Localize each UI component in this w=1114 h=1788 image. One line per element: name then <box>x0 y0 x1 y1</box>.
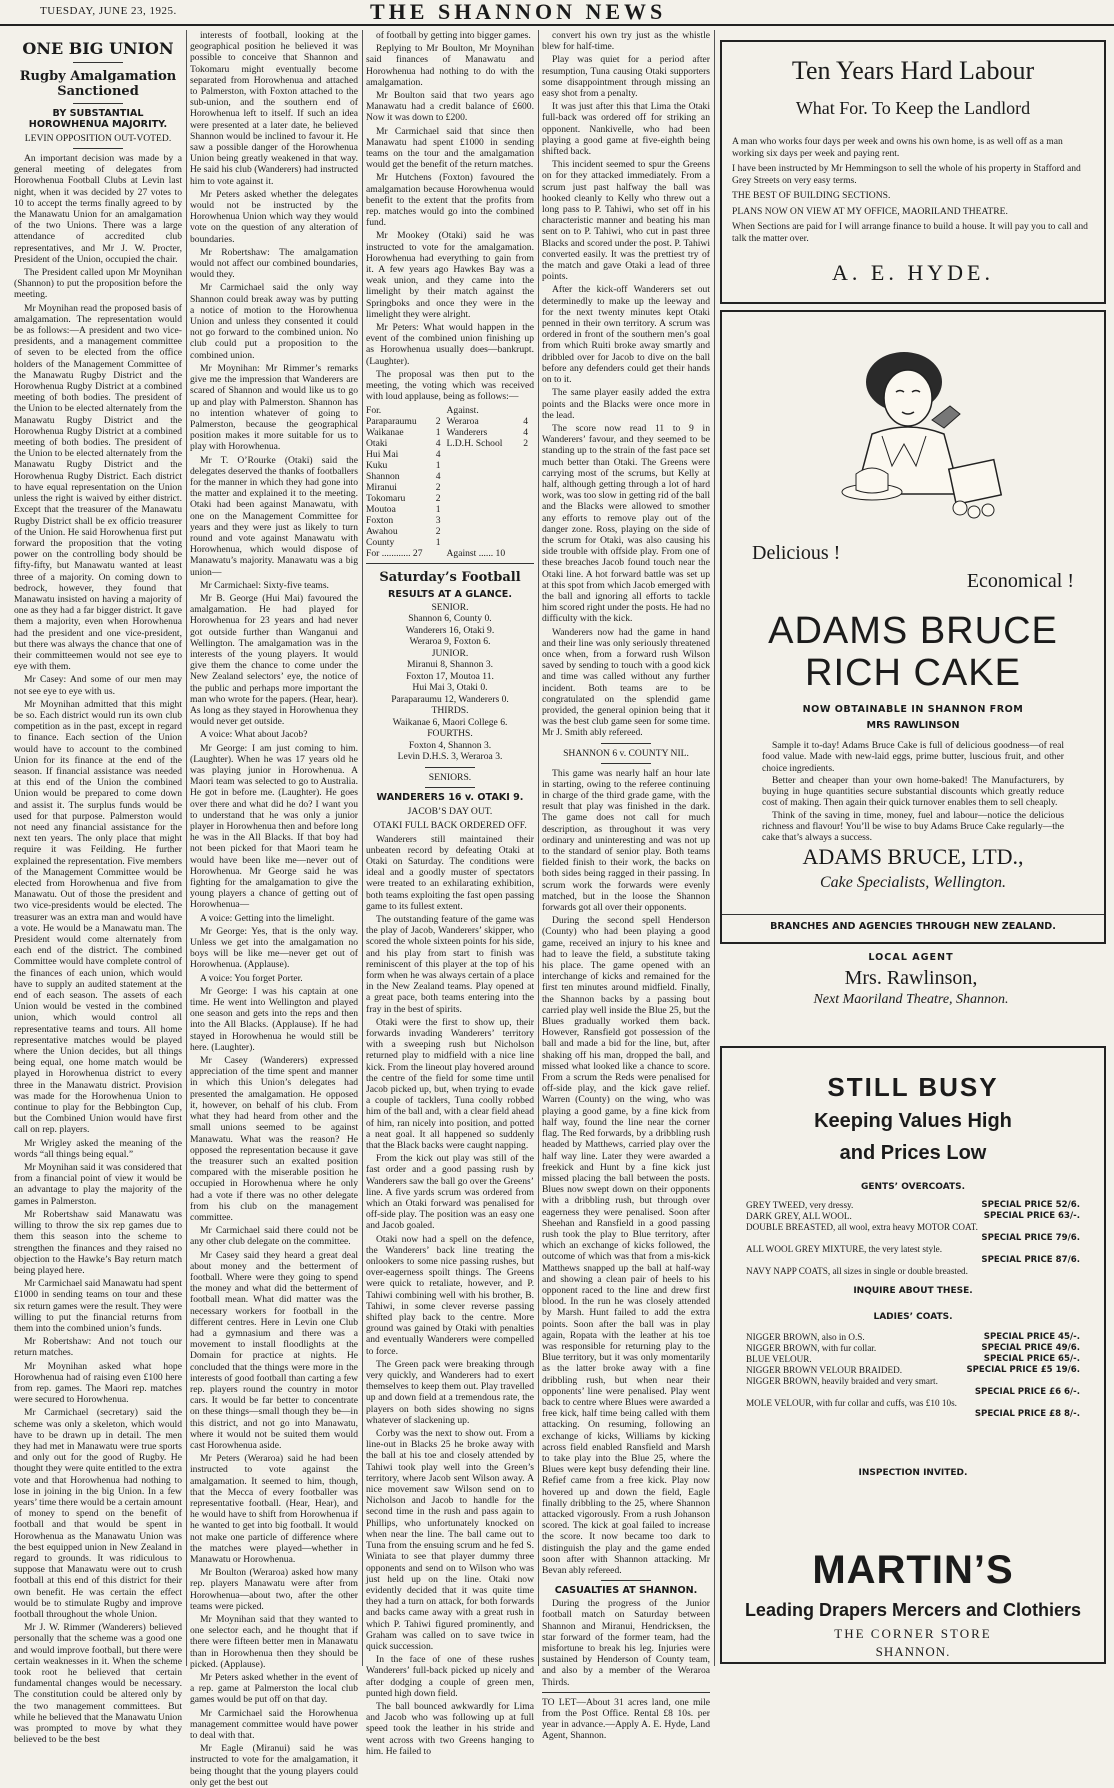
local-agent-place: Next Maoriland Theatre, Shannon. <box>813 992 1009 1007</box>
paragraph: Mr George: I am just coming to him. (Laughter). When he was 17 years old he was playing junior in Horowhenua. A Maori team was selected to go to Australia. He got in before me. (Laughter). He goes over there and what did he do? I want you to understand that he was only a junior player in Horowhenua then and before long he was in the All Blacks. If that boy had not been picked for that Maori team he would have been like me—never out of Horowhenua. Mr George said he was fighting for the amalgamation to give the young players a chance of getting out of Horowhenua— <box>190 742 358 911</box>
paragraph: After the kick-off Wanderers set out determinedly to make up the leeway and for the next twenty minutes kept Otaki penned in their own territory. A scrum was ordered in front of the southern men’s goal from which Ruiti broke away smartly and dribbled over for Jacob to dive on the ball before any defenders could get their hands on to it. <box>542 284 710 386</box>
woman-with-cake-illustration <box>812 324 1012 524</box>
ad-corner-store: THE CORNER STORE <box>834 1626 992 1641</box>
price-item <box>746 1200 1080 1211</box>
ad-hyde-name: A. E. HYDE. <box>832 260 994 285</box>
item-desc: NIGGER BROWN, heavily braided and very smart. <box>746 1376 938 1386</box>
paragraph: Mr Peters asked whether in the event of a rep. game at Palmerston the local club games would be put off on that day. <box>190 1672 358 1706</box>
ad-delicious: Delicious ! <box>752 542 841 564</box>
paragraph: Mr J. W. Rimmer (Wanderers) believed personally that the scheme was a good one and would improve football, but there were certain weaknesses in it. When the scheme took root he believed that certain fundamental changes would be necessary. The constitution could be altered only by the two management committees. But while he believed that the Manawatu Union was prompted to move by what they believed to be the best <box>14 1622 182 1746</box>
vote-row <box>366 493 534 504</box>
price-item <box>746 1255 1080 1266</box>
price-item <box>746 1354 1080 1365</box>
vote-club: Tokomaru <box>366 492 406 504</box>
advertisements-column <box>720 30 1102 1666</box>
results-line: Levin D.H.S. 3, Weraroa 3. <box>397 751 503 762</box>
vote-row <box>366 438 534 449</box>
subhead-results: RESULTS AT A GLANCE. <box>388 588 512 600</box>
item-price: SPECIAL PRICE 79/6. <box>981 1233 1080 1243</box>
paragraph: Wanderers now had the game in hand and their line was only seriously threatened once when, from a forward rush Wilson saved by sending to touch with a good kick and time was called without any further incident. Both teams are to be congratulated on the splendid game provided, the general opinion being that it was the best club game seen for some time. Mr J. Smith ably refereed. <box>542 626 710 739</box>
paragraph: Mr Carmichael said the Horowhenua management committee would have power to deal with that. <box>190 1707 358 1742</box>
paragraph: Think of the saving in time, money, fuel and labour—notice the delicious richness and flavour! You’ll be wise to buy Adams Bruce Cake regularly—the cake that’s always a success. <box>762 809 1064 844</box>
ad-line: A man who works four days per week and owns his own home, is as well off as a man working six days per week and paying rent. <box>732 136 1063 159</box>
vote-count: 4 <box>435 448 441 460</box>
vote-club: Paraparaumu <box>366 415 417 427</box>
paragraph: Mr Carmichael (secretary) said the scheme was only a skeleton, which would have to be drawn up in detail. The men they had met in Manawatu were true sports and only out for the good of Rugby. He thought they were quite entitled to the extra vote and that Horowhenua had nothing to lose in joining in the big Union. In a few years’ time there would be a certain amount of money to spend on the benefit of football and that would be spent in Horowhenua as the Manawatu Union was the best equipped union in New Zealand in regard to grounds. It was ridiculous to suppose that Manawatu were out to crush football at this end of this district for their own benefit. He was certain the effect would be to stimulate Rugby and improve football throughout the whole Union. <box>14 1407 182 1620</box>
vote-total-against: Against ...... 10 <box>446 547 506 559</box>
results-line: Shannon 6, County 0. <box>408 613 492 624</box>
vote-club: Kuku <box>366 459 388 471</box>
item-price: SPECIAL PRICE £8 8/-. <box>974 1409 1080 1419</box>
ad-economical: Economical ! <box>966 570 1074 592</box>
divider <box>601 743 651 744</box>
ad-cake-branches: BRANCHES AND AGENCIES THROUGH NEW ZEALAND. <box>722 914 1104 932</box>
paragraph: The same player easily added the extra points and the Blacks were once more in the lead. <box>542 387 710 421</box>
vote-count: 1 <box>435 459 441 471</box>
price-item <box>746 1332 1080 1343</box>
ad-line: PLANS NOW ON VIEW AT MY OFFICE, MAORILAND THEATRE. <box>732 205 1008 217</box>
item-desc: BLUE VELOUR. <box>746 1354 812 1364</box>
vote-club: Miranui <box>366 481 397 493</box>
divider <box>73 62 123 63</box>
paragraph: Mr Boulton (Weraroa) asked how many rep. players Manawatu were after from Horowhenua—about two, after the other teams were picked. <box>190 1567 358 1612</box>
vote-club: L.D.H. School <box>446 437 503 449</box>
item-desc: DARK GREY, ALL WOOL. <box>746 1211 852 1221</box>
subhead-seniors: SENIORS. <box>428 771 472 783</box>
ad-local-agent <box>720 952 1102 1008</box>
paragraph: Mr T. O’Rourke (Otaki) said the delegates deserved the thanks of footballers for the manner in which they had gone into the matter and explained it to the meeting. Otaki had been against Manawatu, with one on the Management Committee for years and they were just as likely to turn round and vote against Manawatu with Horowhenua, which would dispose of Manawatu’s majority. Manawatu was a big union— <box>190 454 358 578</box>
paragraph: Mr George: I was his captain at one time. He went into Wellington and played one season and gets into the reps and then into the All Blacks. (Applause). If he had stayed in Horowhenua he would still be here. (Laughter). <box>190 985 358 1053</box>
vote-club: Awahou <box>366 525 398 537</box>
column-1 <box>14 30 182 1746</box>
results-line: Weraroa 9, Foxton 6. <box>409 636 491 647</box>
results-line: Hui Mai 3, Otaki 0. <box>412 682 488 693</box>
price-item <box>746 1409 1080 1420</box>
price-item <box>746 1376 1080 1387</box>
vote-count: 1 <box>435 503 441 515</box>
article-body <box>14 153 182 1745</box>
results-grade: THIRDS. <box>431 705 469 716</box>
item-price: SPECIAL PRICE £5 19/6. <box>966 1365 1080 1375</box>
vote-club: Wanderers <box>446 426 488 438</box>
vote-count: 1 <box>435 426 441 438</box>
subhead-otaki-fullback: OTAKI FULL BACK ORDERED OFF. <box>373 819 527 831</box>
price-item <box>746 1387 1080 1398</box>
results-line: Foxton 17, Moutoa 11. <box>406 670 494 682</box>
vote-row <box>366 427 534 438</box>
paragraph: A voice: What about Jacob? <box>200 729 308 741</box>
paragraph: This incident seemed to spur the Greens on for they attacked immediately. From a scrum just past halfway the ball was hooked cleanly to Kelly who threw out a long pass to P. Tahiwi, who set off in his characteristic manner and beating his man sent on to P. Tahiwi, who cut in past three Blacks and scored under the post. P. Tahiwi converted easily. It was the prettiest try of the match and gave Otaki a lead of three points. <box>542 159 710 283</box>
item-price: SPECIAL PRICE 52/6. <box>981 1200 1080 1210</box>
ad-ladies-list <box>746 1332 1080 1420</box>
item-price: SPECIAL PRICE 45/-. <box>983 1332 1080 1342</box>
ad-prices-low: and Prices Low <box>839 1142 987 1164</box>
issue-date: TUESDAY, JUNE 23, 1925. <box>40 5 177 17</box>
vote-row <box>366 504 534 515</box>
paragraph: The proposal was then put to the meeting, the voting which was received with loud applause, being as follows:— <box>366 368 534 403</box>
paragraph: The score now read 11 to 9 in Wanderers’ favour, and they seemed to be standing up to the strain of the fast pace set much better than Otaki. The Greens were carrying most of the scrums, but Kelly at half, although getting through a lot of hard work, was too slow in getting rid of the ball and the Blacks were allowed to smother any efforts to remove play out of the danger zone. Ross, playing on the side of the scrum for Otaki, was also causing his side trouble with offside play. From one of these breaches Jacob found touch near the Otaki line. A hot forward battle was set up at this spot from which Jacob emerged with the ball and ignoring all efforts to tackle him scored right under the posts. He had no difficulty with the kick. <box>542 422 710 625</box>
results-line: Paraparaumu 12, Wanderers 0. <box>391 693 509 705</box>
subhead-casualties: CASUALTIES AT SHANNON. <box>554 1585 698 1597</box>
ad-still-busy: STILL BUSY <box>827 1072 999 1102</box>
vote-count: 2 <box>435 415 441 427</box>
ad-cake-brand <box>722 610 1104 694</box>
paragraph: Sample it to-day! Adams Bruce Cake is full of delicious goodness—of real food value. Made with new-laid eggs, prime butter, luscious fruit, and other choice ingredients. <box>762 740 1064 774</box>
price-item <box>746 1365 1080 1376</box>
paragraph: Mr Peters asked whether the delegates would not be instructed by the Horowhenua Union which way they would vote on the question of any alteration of boundaries. <box>190 188 358 245</box>
price-item <box>746 1222 1080 1233</box>
column-rule <box>186 30 187 1666</box>
divider <box>73 103 123 104</box>
ad-martins-tagline: Leading Drapers Mercers and Clothiers <box>744 1600 1082 1620</box>
vote-count: 2 <box>523 437 528 449</box>
subhead-wanderers-otaki: WANDERERS 16 v. OTAKI 9. <box>376 791 524 803</box>
paragraph: During the progress of the Junior football match on Saturday between Shannon and Miranui, Hendricksen, the star forward of the former team, had the misfortune to break his leg. Injuries were sustained by Henderson of County team, and also by a member of the Weraroa Thirds. <box>542 1598 710 1688</box>
paragraph: Better and cheaper than your own home-baked! The Manufacturers, by buying in huge quantities secure substantial discounts which greatly reduce cost of making. Then again their quick turnover enables them to sell cheaply. <box>762 774 1064 809</box>
ad-inquire: INQUIRE ABOUT THESE. <box>853 1286 973 1296</box>
paragraph: Mr Robertshaw: And not touch our return matches. <box>14 1336 182 1359</box>
ad-hyde-text <box>732 136 1094 248</box>
subhead-shannon-county: SHANNON 6 v. COUNTY NIL. <box>563 747 689 759</box>
vote-club: Waikanae <box>366 426 404 438</box>
item-price: SPECIAL PRICE £6 6/-. <box>974 1387 1080 1397</box>
item-desc: NAVY NAPP COATS, all sizes in single or double breasted. <box>746 1266 968 1276</box>
column-rule <box>362 30 363 1666</box>
ad-gents-list <box>746 1200 1080 1277</box>
price-item <box>746 1233 1080 1244</box>
results-line: Waikanae 6, Maori College 6. <box>392 716 508 728</box>
paragraph: Otaki now had a spell on the defence, the Wanderers’ back line treating the onlookers to some nice passing rushes, but over-eagerness spoilt things. The Greens were quick to retaliate, however, and P. Tahiwi combining well with his brother, B. Tahiwi, in some clever reverse passing shifted play back to the centre. More ground was gained by Otaki with penalties and eventually Wanderers were compelled to force. <box>366 1233 534 1357</box>
paragraph: The President called upon Mr Moynihan (Shannon) to put the proposition before the meeting. <box>14 267 182 301</box>
paragraph: TO LET—About 31 acres land, one mile from the Post Office. Rental £8 10s. per year in advance.—Apply A. E. Hyde, Land Agent, Shannon. <box>542 1696 710 1742</box>
paragraph: A voice: Getting into the limelight. <box>200 912 335 924</box>
vote-total-row <box>366 548 534 559</box>
vote-header-row <box>366 405 534 416</box>
ad-cake-body <box>762 740 1064 845</box>
item-desc: NIGGER BROWN VELOUR BRAIDED. <box>746 1365 903 1375</box>
vote-club: Shannon <box>366 470 400 482</box>
paragraph: Mr B. George (Hui Mai) favoured the amalgamation. He had played for Horowhenua for 23 years and had never got outside further than Wanganui and Wellington. The amalgamation was in the interests of the young players. It would give them the chance to come under the New Zealand selectors’ eye, the notice of the public and perhaps more important the man who wrote for the papers. (Hear, hear). As long as they stayed in Horowhenua they would never get outside. <box>190 592 358 728</box>
divider <box>425 787 475 788</box>
ad-cake-brand-line2: RICH CAKE <box>805 652 1021 694</box>
paragraph: Mr Carmichael said there could not be any other club delegate on the committee. <box>190 1225 358 1248</box>
paragraph: Mr Eagle (Miranui) said he was instructed to vote for the amalgamation, it being thought that the young players could only get the best out <box>190 1743 358 1788</box>
vote-count: 4 <box>435 470 441 482</box>
ad-shannon: SHANNON. <box>875 1644 951 1659</box>
price-item <box>746 1398 1080 1409</box>
vote-total-for: For ............ 27 <box>366 547 423 559</box>
item-price: SPECIAL PRICE 49/6. <box>981 1343 1080 1353</box>
results-line: Miranui 8, Shannon 3. <box>406 659 494 670</box>
paragraph: of football by getting into bigger games. <box>376 30 531 41</box>
paragraph: The outstanding feature of the game was the play of Jacob, Wanderers’ skipper, who scored the whole sixteen points for his side, and his play from start to finish was reminiscent of this player at the top of his form when he was always certain of a place in the New Zealand teams. Play opened at a great pace, both teams entering into the fray in the best of spirits. <box>366 913 534 1015</box>
ad-ladies-heading: LADIES’ COATS. <box>873 1312 953 1322</box>
paragraph: The Green pack were breaking through very quickly, and Wanderers had to exert themselves to keep them out. Play travelled up and down field at a tremendous rate, the players on both sides showing no signs whatever of slackening up. <box>366 1358 534 1426</box>
divider <box>366 563 534 564</box>
item-price: SPECIAL PRICE 87/6. <box>981 1255 1080 1265</box>
vote-count: 2 <box>435 525 441 537</box>
vote-row <box>366 460 534 471</box>
paragraph: convert his own try just as the whistle blew for half-time. <box>542 30 710 53</box>
paragraph: The ball bounced awkwardly for Lima and Jacob who was following up at full speed took the leather in his stride and went across with two Greens hanging to him. He failed to <box>366 1700 534 1757</box>
subhead-jacobs-day: JACOB’S DAY OUT. <box>407 805 493 817</box>
vote-club: Foxton <box>366 514 394 526</box>
ad-inspection: INSPECTION INVITED. <box>858 1468 968 1478</box>
vote-club: County <box>366 536 395 548</box>
item-desc: MOLE VELOUR, with fur collar and cuffs, was £10 10s. <box>746 1398 957 1408</box>
paragraph: A voice: You forget Porter. <box>200 972 303 984</box>
column-2 <box>190 30 358 1788</box>
ad-hyde-subtitle: What For. To Keep the Landlord <box>795 98 1031 118</box>
paragraph: Mr Moynihan admitted that this might be so. Each district would run its own club competition as in the past, except in regard to finance. Each section of the Union would have to account to the combined Union for its finance at the end of the season. If financial assistance was needed at this end of the Union the combined Union would be prepared to come down and assist it. The surplus funds would be used for that purpose. Palmerston would not need any financial assistance for the next ten years. The only place that might require it was Feilding. He further explained the representation. Five members of the Management Committee would be elected from Horowhenua and five from Manawatu. Out of those the president and two vice-presidents would be elected. The treasurer was an extra man and would have a vote. He would be a Manawatu man. The President would come alternately from each end of the district. The combined Committee would have complete control of the finances of each union, which would have to supply an audited statement at the end of each season. The assets of each Union would be vested in the combined union, which would control all representative teams and tours. All home representative matches would be played where the Union decides, but all things being equal, one home match would be played in Horowhenua district to every three in the Manawatu district. Provision was made for the Horowhenua Union to continue to play for the Bebbington Cup, but the Combined Union would have first call on rep. players. <box>14 698 182 1136</box>
item-desc: NIGGER BROWN, with fur collar. <box>746 1343 877 1353</box>
results-line: Foxton 4, Shannon 3. <box>408 739 492 751</box>
item-price: SPECIAL PRICE 65/-. <box>983 1354 1080 1364</box>
paragraph: Mr Casey: And some of our men may not see eye to eye with us. <box>14 674 182 697</box>
ad-line: When Sections are paid for I will arrange finance to build a house. It will pay you to call and talk the matter over. <box>732 221 1088 244</box>
paragraph: Mr Carmichael said that since then Manawatu had spent £1000 in sending teams on the tour and the amalgamation would get the benefit of the return matches. <box>366 125 534 171</box>
vote-against-header: Against. <box>446 404 479 416</box>
paragraph: During the second spell Henderson (County) who had been playing a good game, received an injury to his knee and had to leave the field, a substitute taking his place. The game opened with an interchange of kicks and remained for the first ten minutes around midfield. Finally, the Shannon backs by a passing bout carried play well inside the Blue 25, but the Blues gradually worked them back. However, Ransfield got possession of the ball and made a bid for the line, but, after shaking off his man, dropped the ball, and missed what looked like a chance to score. From a scrum the Reds were penalised for off-side play, and the kick gave relief. Warren (County) on the wing, who was playing a good game, by a fine kick from half way, found the line near the corner flag. The Red forwards, by a dribbling rush headed by Matthews, carried play over the half way line. Later they were awarded a freekick and Hunt by a fine kick just missed placing the ball between the posts. Blues now swept down on their opponents with a dribbling rush, but through over eagerness they were penalised. Soon after Sheehan and Ransfield in a good passing rush took the play to Blue territory, after which an exchange of kicks followed, the outcome of which was that from a mis-kick Matthews snapped up the ball at half-way and showing a clean pair of heels to his opponent raced to the line and drew first blood. In the run he was closely attended by Marsh. Hunt failed to add the extra points. Soon after the ball was in play again, Ropata with the leather at his toe was responsible for returning play to the Blue territory, but it was only momentarily as the latter broke away with a fine dribbling rush, but when near their opponents’ line were penalised. Play went back to centre where Blues were awarded a free kick, half time being called with them attacking. On resuming, following an exchange of kicks, Williams by kicking across field enabled Ransfield and Marsh to take play into the Blue 25, where the Blues were kept busy defending their line. Refief came from a free kick. Play now hovered up and down the field, Eagle finally dribbling to the 25, where Shannon attacked vigorously. From a rush Johanson scored. The kick at goal failed to increase the score. It now became too dark to distinguish the play and the game ended soon after with Shannon attacking. Mr Bevan ably refereed. <box>542 915 710 1577</box>
masthead <box>0 0 1114 26</box>
column-rule <box>538 30 539 1666</box>
paragraph: Mr Boulton said that two years ago Manawatu had a credit balance of £600. Now it was down to £200. <box>366 90 534 124</box>
paragraph: Corby was the next to show out. From a line-out in Blacks 25 he broke away with the ball at his toe and closely attended by Tahiwi took play well into the Green’s territory, where Jacob sent Wilson away. A nice movement saw Wilson send on to Nicholson and Jacob to handle for the second time in the rush and pass again to Phillips, who unfortunately knocked on when near the line. The ball came out to Tuna from the ensuing scrum and he fed S. Winiata to see that player dummy three opponents and send on to Wilson who was just held up on the line. Otaki now evidently decided that it was quite time they had a turn on attack, for both forwards and backs came away with a great rush in which P. Tahiwi figured prominently, and Graham was called on to save twice in quick succession. <box>366 1428 534 1652</box>
vote-count: 1 <box>435 536 441 548</box>
results-grade: FOURTHS. <box>427 728 473 739</box>
headline-saturdays-football: Saturday’s Football <box>379 569 521 585</box>
divider <box>425 767 475 768</box>
paragraph: Mr Robertshaw: The amalgamation would not affect our combined boundaries, would they. <box>190 246 358 281</box>
divider <box>601 1580 651 1581</box>
ad-line: I have been instructed by Mr Hemmingson to sell the whole of his property in Stafford and Grey Streets on very easy terms. <box>732 163 1081 186</box>
item-desc: GREY TWEED, very dressy. <box>746 1200 854 1210</box>
vote-club: Moutoa <box>366 503 396 515</box>
divider <box>601 763 651 764</box>
ad-cake-specialists: Cake Specialists, Wellington. <box>819 874 1007 891</box>
vote-count: 2 <box>435 481 441 493</box>
item-desc: ALL WOOL GREY MIXTURE, the very latest style. <box>746 1244 943 1254</box>
vote-for-header: For. <box>366 404 382 416</box>
paragraph: Mr Moynihan said that they wanted to one selector each, and he thought that if there were fifteen better men in Manawatu than in Horowhenua then they should be picked. (Applause). <box>190 1614 358 1670</box>
paragraph: Mr Moynihan read the proposed basis of amalgamation. The representation would be as follows:—A president and two vice-presidents, and a management committee of seven to be elected from the office holders of the Management Committee of the Manawatu Rugby District and the Horowhenua Rugby District at a combined meeting of both bodies. The president of the Union to be elected alternately from the Manawatu Rugby District and the Horowhenua Rugby District at a combined meeting of both bodies. The president of the Union to be elected alternately from the Manawatu Rugby District and the Horowhenua Rugby District. Each district to have equal representation on the Union unless the right is waived by either district. Except that the treasurer of the Manawatu Rugby District shall be ex officio treasurer of the Union. He said Horowhenua first put forward the proposition that the voting power on the controlling body should be fifty-fifty, but Manawatu wanted at least three of a majority. On coming down to bedrock, however, they found that Manawatu insisted on having a majority of one as they had a far bigger district. It gave them a majority, even when Horowhenua had the president and one vice-president, but there was always the chance that one of their committeemen would not see eye to eye with them. <box>14 302 182 673</box>
vote-club: Hui Mai <box>366 448 399 460</box>
paragraph: Mr Moynihan said it was considered that from a financial point of view it would be an advantage to play the majority of the games in Palmerston. <box>14 1162 182 1207</box>
results-grade: JUNIOR. <box>431 647 469 659</box>
vote-row <box>366 515 534 526</box>
paragraph: Replying to Mr Boulton, Mr Moynihan said finances of Manawatu and Horowhenua had nothing to do with the amalgamation. <box>366 43 534 88</box>
ad-seller: MRS RAWLINSON <box>866 720 960 731</box>
ad-cake-brand-line1: ADAMS BRUCE <box>768 610 1058 652</box>
local-agent-name: Mrs. Rawlinson, <box>844 967 978 989</box>
paragraph: Mr Hutchens (Foxton) favoured the amalgamation because Horowhenua would benefit to the extent that the profits from rep. matches would go into the combined fund. <box>366 172 534 229</box>
ad-cake-company: ADAMS BRUCE, LTD., <box>802 844 1024 869</box>
paragraph: From the kick out play was still of the fast order and a good passing rush by Wanderers saw the ball go over the Greens’ line. A five yards scrum was ordered from which an Otaki forward was penalised for off-side play. The position was an easy one and Jacob goaled. <box>366 1153 534 1232</box>
vote-count: 2 <box>435 492 441 504</box>
paragraph: Otaki were the first to show up, their forwards invading Wanderers’ territory with a sweeping rush but Nicholson returned play to midfield with a nice line kick. From the lineout play hovered around the centre of the field for some time until Jacob picked up, but, when trying to evade a couple of tacklers, Tuna coolly robbed him of the ball and, with a clear field ahead of him, ran nicely into position, and potted a neat goal. It all happened so suddenly that the Black backs were caught napping. <box>366 1016 534 1151</box>
classified-to-let <box>542 1692 710 1742</box>
ad-adams-bruce <box>720 310 1106 944</box>
ad-martins <box>720 1046 1106 1664</box>
paragraph: This game was nearly half an hour late in starting, owing to the referee continuing in charge of the third grade game, with the result that play was finished in the dark. The game does not call for much description, as throughout it was very ordinary and uninteresting and was not up to the standard of senior play. Both teams fielded finish to their work, the backs on both sides being ragged in their passing. In scrum work the forwards were evenly matched, but in the loose the Shannon forwards got all over their opponents. <box>542 767 710 914</box>
vote-count: 4 <box>523 426 528 438</box>
paragraph: Mr Mookey (Otaki) said he was instructed to vote for the amalgamation. Horowhenua had everything to gain from it. A few years ago Hawkes Bay was a weak union, and they came into the limelight by their match against the Springboks and once they were in the limelight they were alright. <box>366 230 534 320</box>
item-price: SPECIAL PRICE 63/-. <box>983 1211 1080 1221</box>
column-4 <box>542 30 710 1742</box>
results-line: Wanderers 16, Otaki 9. <box>405 624 495 636</box>
vote-row <box>366 482 534 493</box>
paragraph: Mr Moynihan asked what hope Horowhenua had of raising even £100 here from rep. games. The Maori rep. matches were secured to Horowhenua. <box>14 1360 182 1406</box>
ad-hyde <box>720 40 1106 304</box>
column-3 <box>366 30 534 1757</box>
ad-line: THE BEST OF BUILDING SECTIONS. <box>732 190 891 201</box>
vote-row <box>366 416 534 427</box>
ad-martins-name: MARTIN’S <box>812 1548 1014 1592</box>
ad-gents-heading: GENTS’ OVERCOATS. <box>860 1182 965 1192</box>
paragraph: Mr Peters: What would happen in the event of the combined union finishing up as Horowhenua usually does—bankrupt. (Laughter). <box>366 322 534 367</box>
paragraph: interests of football, looking at the geographical position he believed it was possible to conceive that Shannon and Tokomaru might eventually become separated from Horowhenua and attached to Palmerston, with Foxton attached to the sub-union, and the southern end of Horowhenua left to itself. If such an idea were presented at a later date, he believed Shannon would be inclined to favour it. He saw a possible danger of the Horowhenua Union being greatly weakened in that way. He said his club (Wanderers) had instructed him to vote against it. <box>190 30 358 187</box>
paragraph: Mr Carmichael said Manawatu had spent £1000 in sending teams on tour and these six return games were the result. They were willing to put the financial returns from them into the combined union’s funds. <box>14 1278 182 1334</box>
price-item <box>746 1244 1080 1255</box>
paragraph: Mr Moynihan: Mr Rimmer’s remarks give me the impression that Wanderers are scared of Shannon and would like us to go up and play with Palmerston. Shannon has no intention whatever of going to Palmerston, because the geographical position makes it more suitable for us to play with Horowhenua. <box>190 362 358 453</box>
vote-row <box>366 526 534 537</box>
paragraph: Mr Peters (Weraroa) said he had been instructed to vote against the amalgamation. It seemed to him, though, that the Mecca of every footballer was representative football. (Hear, Hear), and he would have to shift from Horowhenua if he wanted to get into big football. It would not make one particle of difference where the matches were played—whether in Manawatu or Horowhenua. <box>190 1453 358 1566</box>
results-grade: SENIOR. <box>431 601 469 613</box>
column-rule <box>714 30 715 1666</box>
vote-count: 3 <box>435 514 441 526</box>
vote-table <box>366 405 534 559</box>
ad-obtainable: NOW OBTAINABLE IN SHANNON FROM <box>802 704 1024 715</box>
paragraph: Mr Casey said they heard a great deal about money and the betterment of football. Where were they going to spend the money and what did the betterment of football mean. What did matter was the necessary workers for football in the different centres. Here in Levin one Club had a gymnasium and there was a movement to install floodlights at the Domain for practice at nights. He concluded that the things were more in the interests of good football than carting a few rep. players round the country in motor cars. It would be far better to concentrate on these things—small though they be—in this district, and not go into Manawatu, where it would not be suited them would cast Horowhenua aside. <box>190 1249 358 1451</box>
ad-keeping-values: Keeping Values High <box>814 1110 1012 1132</box>
vote-club: Weraroa <box>446 415 479 427</box>
paragraph: Mr Robertshaw said Manawatu was willing to throw the six rep games due to them this season into the scheme to strengthen the finances and they raised no objection to the Hawke’s Bay return match being played here. <box>14 1208 182 1276</box>
paragraph: It was just after this that Lima the Otaki full-back was ordered off for striking an opponent. Nankivelle, who had been playing a good game at five-eighth being shifted back. <box>542 101 710 158</box>
vote-row <box>366 471 534 482</box>
headline-one-big-union: ONE BIG UNION <box>22 39 174 58</box>
price-item <box>746 1211 1080 1222</box>
results-list <box>366 602 534 763</box>
vote-count: 4 <box>435 437 441 449</box>
paragraph: Mr Carmichael said the only way Shannon could break away was by putting a notice of motion to the Horowhenua Union and unless they consented it could not go forward to the combined union. No club could put a proposition to the combined union. <box>190 282 358 361</box>
vote-row <box>366 449 534 460</box>
vote-club: Otaki <box>366 437 388 449</box>
paragraph: An important decision was made by a general meeting of delegates from Horowhenua Football Clubs at Levin last night, when it was decided by 27 votes to 10 to accept the terms finally agreed to by the Manawatu Union for an amalgamation of the two Unions. There was a large attendance of accredited club representatives, and Mr J. W. Procter, President of the Union, occupied the chair. <box>14 153 182 265</box>
paragraph: Mr George: Yes, that is the only way. Unless we get into the amalgamation no boys will be like me—never get out of Horowhenua. (Applause). <box>190 925 358 971</box>
price-item <box>746 1343 1080 1354</box>
paragraph: Mr Casey (Wanderers) expressed appreciation of the time spent and manner in which this Union’s delegates had presented the amalgamation. He opposed it, however, on behalf of his club. From what they had heard from other and the small unions seemed to be against Manawatu. What was the reason? He opposed the representation because it gave the treasurer such an exalted position compared with the miserable position he occupied in Horowhenua where he only had a vote if there was no other delegate from his club on the management committee. <box>190 1055 358 1223</box>
paragraph: Play was quiet for a period after resumption, Tuna causing Otaki supporters some disappointment through missing an easy shot from a penalty. <box>542 54 710 100</box>
item-desc: NIGGER BROWN, also in O.S. <box>746 1332 865 1342</box>
price-item <box>746 1266 1080 1277</box>
paragraph: Wanderers still maintained their unbeaten record by defeating Otaki at Otaki on Saturday. The conditions were ideal and a goodly muster of spectators were treated to an exhilarating exhibition, both teams exploiting the fast open passing game to its fullest extent. <box>366 833 534 912</box>
divider <box>73 148 123 149</box>
paper-title: THE SHANNON NEWS <box>370 0 667 24</box>
paragraph: Mr Wrigley asked the meaning of the words “all things being equal.” <box>14 1137 182 1160</box>
paragraph: In the face of one of these rushes Wanderers’ full-back picked up nicely and after dodging a couple of green men, punted high down field. <box>366 1654 534 1699</box>
paragraph: Mr Carmichael: Sixty-five teams. <box>200 579 329 591</box>
ad-hyde-title: Ten Years Hard Labour <box>791 56 1035 85</box>
item-desc: DOUBLE BREASTED, all wool, extra heavy MOTOR COAT. <box>746 1222 978 1232</box>
subhead-levin: LEVIN OPPOSITION OUT-VOTED. <box>24 133 172 144</box>
vote-count: 4 <box>523 415 528 427</box>
vote-row <box>366 537 534 548</box>
subhead-majority: BY SUBSTANTIAL HOROWHENUA MAJORITY. <box>28 108 168 130</box>
local-agent-label: LOCAL AGENT <box>868 952 954 963</box>
subhead-rugby-amalgamation: Rugby Amalgamation Sanctioned <box>19 69 177 99</box>
